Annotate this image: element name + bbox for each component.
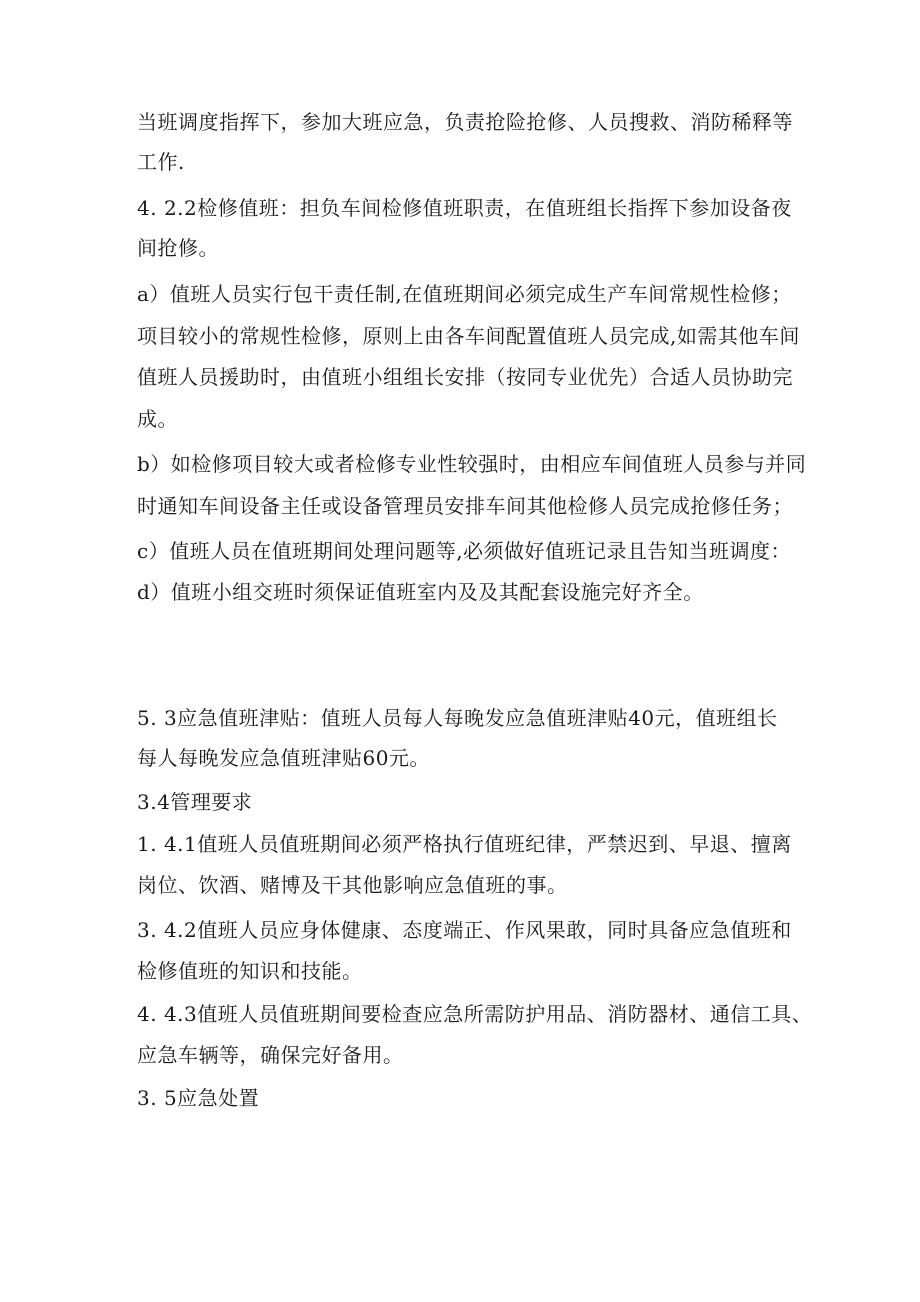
text-line-21: 应急车辆等，确保完好备用。: [137, 1043, 404, 1067]
text-line-9: b）如检修项目较大或者检修专业性较强时，由相应车间值班人员参与并同: [137, 452, 807, 476]
text-line-3: 4. 2.2检修值班：担负车间检修值班职责，在值班组长指挥下参加设备夜: [137, 196, 792, 220]
text-line-2: 工作.: [137, 150, 185, 174]
text-line-13: 5. 3应急值班津贴：值班人员每人每晚发应急值班津贴40元，值班组长: [137, 706, 778, 730]
text-line-12: d）值班小组交班时须保证值班室内及及其配套设施完好齐全。: [137, 580, 704, 604]
text-line-8: 成。: [137, 407, 178, 431]
text-line-6: 项目较小的常规性检修，原则上由各车间配置值班人员完成,如需其他车间: [137, 324, 800, 348]
text-line-20: 4. 4.3值班人员值班期间要检查应急所需防护用品、消防器材、通信工具、: [137, 1002, 813, 1026]
text-line-7: 值班人员援助时，由值班小组组长安排（按同专业优先）合适人员协助完: [137, 365, 793, 389]
text-line-1: 当班调度指挥下，参加大班应急，负责抢险抢修、人员搜救、消防稀释等: [137, 110, 793, 134]
text-line-11: c）值班人员在值班期间处理问题等,必须做好值班记录且告知当班调度：: [137, 539, 792, 563]
section-heading-3-4: 3.4管理要求: [137, 790, 253, 814]
text-line-10: 时通知车间设备主任或设备管理员安排车间其他检修人员完成抢修任务；: [137, 494, 793, 518]
text-line-14: 每人每晚发应急值班津贴60元。: [137, 746, 430, 770]
section-heading-3-5: 3. 5应急处置: [137, 1086, 260, 1110]
text-line-18: 3. 4.2值班人员应身体健康、态度端正、作风果敢，同时具备应急值班和: [137, 918, 792, 942]
text-line-4: 间抢修。: [137, 236, 219, 260]
text-line-17: 岗位、饮酒、赌博及干其他影响应急值班的事。: [137, 873, 568, 897]
text-line-16: 1. 4.1值班人员值班期间必须严格执行值班纪律，严禁迟到、早退、擅离: [137, 832, 792, 856]
text-line-19: 检修值班的知识和技能。: [137, 959, 363, 983]
text-line-5: a）值班人员实行包干责任制,在值班期间必须完成生产车间常规性检修；: [137, 282, 792, 306]
